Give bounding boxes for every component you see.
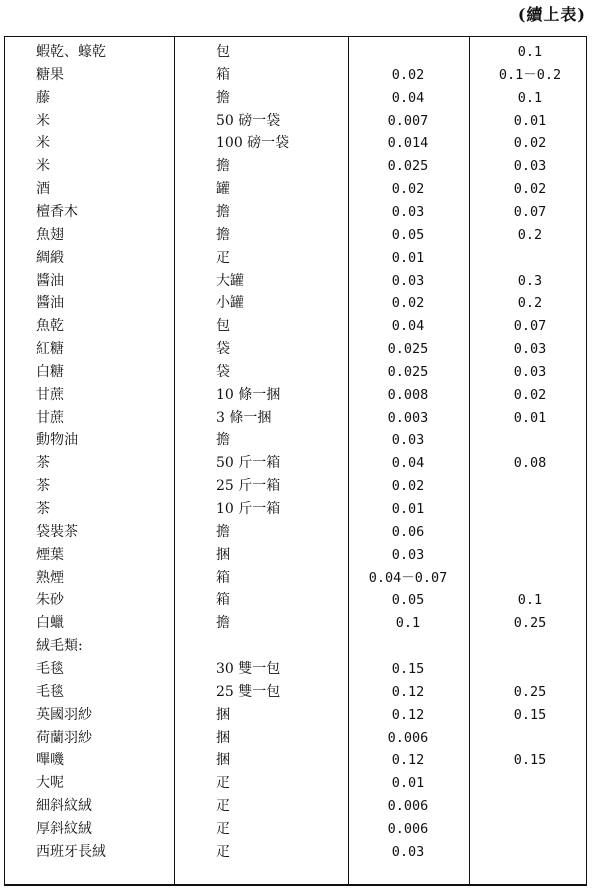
rate-2-cell: 0.03 [513,158,547,175]
table-row [4,727,587,750]
item-name-cell: 熟煙 [36,569,64,586]
unit-cell: 30 雙一包 [216,660,281,677]
unit-cell: 疋 [216,820,230,837]
rate-1-cell: 0.05 [391,226,425,243]
unit-cell: 擔 [216,432,230,449]
rate-1-cell: 0.12 [391,752,425,769]
item-name-cell: 檀香木 [36,203,78,220]
table-row [4,201,587,224]
item-name-cell: 袋裝茶 [36,523,78,540]
unit-cell: 捆 [216,706,230,723]
table-row [4,567,587,590]
rate-1-cell: 0.008 [387,386,429,403]
table-row [4,270,587,293]
rate-1-cell: 0.04－0.07 [368,569,448,586]
unit-cell: 包 [216,44,230,60]
item-name-cell: 白糖 [36,363,64,380]
unit-cell: 擔 [216,615,230,632]
rate-1-cell: 0.025 [387,158,429,175]
rate-1-cell: 0.02 [391,66,425,83]
item-name-cell: 米 [36,135,50,152]
item-name-cell: 英國羽紗 [36,706,92,723]
rate-1-cell: 0.02 [391,181,425,198]
table-row [4,407,587,430]
table-row [4,589,587,612]
rate-2-cell: 0.2 [517,295,543,312]
table-row [4,292,587,315]
unit-cell: 包 [216,318,230,335]
item-name-cell: 茶 [36,478,50,495]
unit-cell: 疋 [216,775,230,792]
rate-1-cell: 0.12 [391,706,425,723]
table-row [4,452,587,475]
unit-cell: 100 磅一袋 [216,135,290,152]
rate-2-cell: 0.25 [513,615,547,632]
item-name-cell: 厚斜紋絨 [36,820,92,837]
item-name-cell: 醬油 [36,295,64,312]
item-name-cell: 魚翅 [36,226,64,243]
unit-cell: 擔 [216,158,230,175]
table-row [4,361,587,384]
item-name-cell: 蝦乾、蠔乾 [36,44,106,60]
table-row [4,544,587,567]
unit-cell: 擔 [216,203,230,220]
item-name-cell: 動物油 [36,432,78,449]
rate-1-cell: 0.01 [391,775,425,792]
rate-2-cell: 0.08 [513,455,547,472]
unit-cell: 擔 [216,523,230,540]
unit-cell: 疋 [216,798,230,815]
unit-cell: 50 斤一箱 [216,455,281,472]
table-continuation-caption: (續上表) [517,5,586,24]
table-row [4,818,587,841]
table-row [4,155,587,178]
tariff-table [4,36,587,886]
item-name-cell: 魚乾 [36,318,64,335]
rate-1-cell: 0.006 [387,820,429,837]
rate-2-cell: 0.07 [513,203,547,220]
item-name-cell: 茶 [36,501,50,517]
rate-1-cell: 0.03 [391,203,425,220]
table-row [4,521,587,544]
unit-cell: 10 斤一箱 [216,501,281,517]
rate-2-cell: 0.01 [513,409,547,426]
table-row [4,498,587,521]
unit-cell: 3 條一捆 [216,409,272,426]
rate-1-cell: 0.006 [387,798,429,815]
unit-cell: 50 磅一袋 [216,112,281,129]
unit-cell: 捆 [216,752,230,769]
item-name-cell: 朱砂 [36,592,64,609]
rate-2-cell: 0.1 [517,592,543,609]
rate-2-cell: 0.1－0.2 [498,66,562,83]
item-name-cell: 米 [36,158,50,175]
unit-cell: 擔 [216,89,230,106]
item-name-cell: 酒 [36,181,50,198]
table-row [4,704,587,727]
rate-1-cell: 0.04 [391,89,425,106]
rate-2-cell: 0.15 [513,752,547,769]
rate-1-cell: 0.006 [387,729,429,746]
item-name-cell: 紅糖 [36,341,64,358]
item-name-cell: 醬油 [36,272,64,289]
item-name-cell: 西班牙長絨 [36,843,106,860]
table-row [4,658,587,681]
item-name-cell: 糖果 [36,66,64,83]
item-name-cell: 綢緞 [36,249,64,266]
unit-cell: 25 雙一包 [216,683,281,700]
table-row [4,315,587,338]
rate-1-cell: 0.01 [391,249,425,266]
table-row [4,841,587,864]
rate-1-cell: 0.02 [391,295,425,312]
item-name-cell: 荷蘭羽紗 [36,729,92,746]
rate-1-cell: 0.05 [391,592,425,609]
table-row [4,132,587,155]
rate-2-cell: 0.03 [513,363,547,380]
table-row [4,224,587,247]
table-row [4,41,587,64]
item-name-cell: 絨毛類: [36,638,83,655]
rate-1-cell: 0.03 [391,843,425,860]
table-row [4,681,587,704]
rate-1-cell: 0.1 [395,615,421,632]
rate-2-cell: 0.01 [513,112,547,129]
item-name-cell: 米 [36,112,50,129]
rate-2-cell: 0.02 [513,135,547,152]
table-row [4,384,587,407]
table-row [4,772,587,795]
table-row [4,612,587,635]
table-row [4,110,587,133]
rate-2-cell: 0.1 [517,44,543,60]
unit-cell: 疋 [216,249,230,266]
table-row [4,87,587,110]
item-name-cell: 甘蔗 [36,386,64,403]
unit-cell: 箱 [216,592,230,609]
rate-1-cell: 0.03 [391,546,425,563]
rate-2-cell: 0.02 [513,386,547,403]
rate-1-cell: 0.04 [391,318,425,335]
item-name-cell: 茶 [36,455,50,472]
rate-1-cell: 0.003 [387,409,429,426]
item-name-cell: 細斜紋絨 [36,798,92,815]
table-row [4,749,587,772]
item-name-cell: 嗶嘰 [36,752,64,769]
unit-cell: 袋 [216,363,230,380]
item-name-cell: 藤 [36,89,50,106]
item-name-cell: 毛毯 [36,683,64,700]
rate-1-cell: 0.014 [387,135,429,152]
item-name-cell: 大呢 [36,775,64,792]
table-row [4,795,587,818]
item-name-cell: 煙葉 [36,546,64,563]
table-row [4,247,587,270]
unit-cell: 箱 [216,569,230,586]
rate-1-cell: 0.02 [391,478,425,495]
rate-2-cell: 0.2 [517,226,543,243]
table-row [4,429,587,452]
rate-1-cell: 0.03 [391,272,425,289]
rate-1-cell: 0.06 [391,523,425,540]
rate-2-cell: 0.02 [513,181,547,198]
item-name-cell: 毛毯 [36,660,64,677]
rate-2-cell: 0.07 [513,318,547,335]
rate-1-cell: 0.04 [391,455,425,472]
table-row [4,338,587,361]
unit-cell: 10 條一捆 [216,386,281,403]
rate-2-cell: 0.15 [513,706,547,723]
table-row [4,475,587,498]
rate-1-cell: 0.025 [387,363,429,380]
unit-cell: 罐 [216,181,230,198]
rate-1-cell: 0.007 [387,112,429,129]
table-row [4,178,587,201]
unit-cell: 小罐 [216,295,244,312]
rate-2-cell: 0.1 [517,89,543,106]
rate-1-cell: 0.03 [391,432,425,449]
unit-cell: 捆 [216,546,230,563]
unit-cell: 大罐 [216,272,244,289]
unit-cell: 擔 [216,226,230,243]
unit-cell: 捆 [216,729,230,746]
unit-cell: 箱 [216,66,230,83]
item-name-cell: 白蠟 [36,615,64,632]
unit-cell: 疋 [216,843,230,860]
rate-1-cell: 0.15 [391,660,425,677]
rate-1-cell: 0.025 [387,341,429,358]
rate-2-cell: 0.3 [517,272,543,289]
unit-cell: 25 斤一箱 [216,478,281,495]
rate-2-cell: 0.25 [513,683,547,700]
table-row [4,64,587,87]
rate-1-cell: 0.12 [391,683,425,700]
table-row [4,635,587,658]
rate-2-cell: 0.03 [513,341,547,358]
unit-cell: 袋 [216,341,230,358]
item-name-cell: 甘蔗 [36,409,64,426]
rate-1-cell: 0.01 [391,501,425,517]
